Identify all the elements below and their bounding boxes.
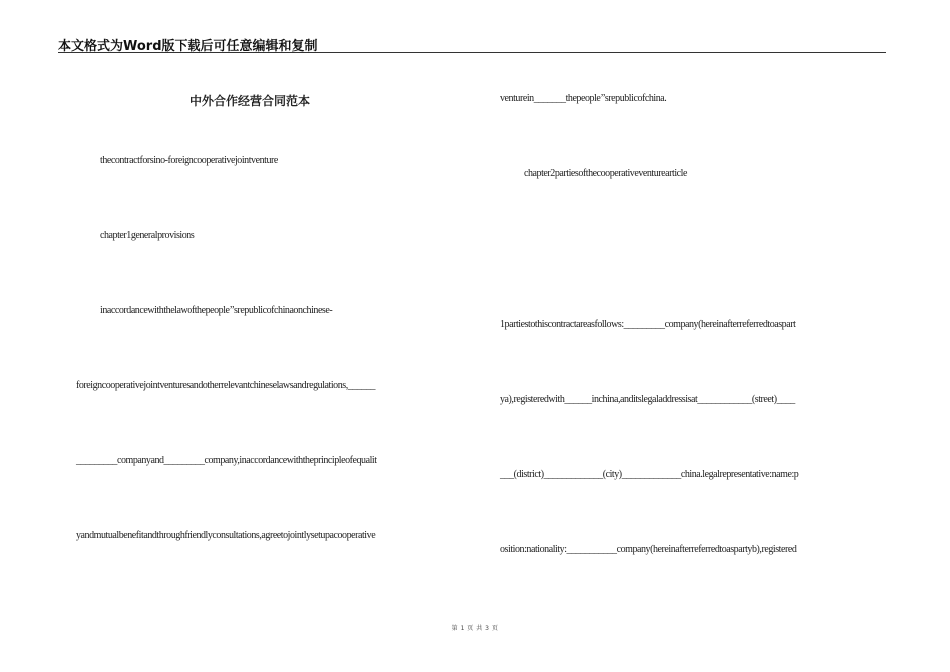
right-line-1: venturein_______thepeople’’srepublicofchina. (500, 93, 667, 104)
header-divider (58, 52, 886, 53)
document-title: 中外合作经营合同范本 (190, 94, 311, 108)
header-text: 本文格式为Word版下载后可任意编辑和复制 (58, 39, 318, 54)
page-number: 第 1 页 共 3 页 (451, 625, 499, 632)
right-line-6: osition:nationality:___________company(hereinafterreferredtoaspartyb),registered (500, 544, 797, 555)
right-line-5: ___(district)_____________(city)_____________china.legalrepresentative:name:p (500, 469, 799, 480)
left-line-2: chapter1generalprovisions (100, 230, 195, 241)
left-line-6: yandmutualbenefitandthroughfriendlyconsultations,agreetojointlysetupacooperative (76, 530, 376, 541)
left-line-3: inaccordancewiththelawofthepeople’’srepublicofchinaonchinese- (100, 305, 333, 316)
left-line-4: foreigncooperativejointventuresandotherrelevantchineselawsandregulations,______ (76, 380, 376, 391)
right-line-4: ya),registeredwith______inchina,anditslegaladdressisat____________(street)____ (500, 394, 795, 405)
left-line-5: _________companyand_________company,inaccordancewiththeprincipleofequalit (76, 455, 377, 466)
right-line-3: 1partiestothiscontractareasfollows:_________company(hereinafterreferredtoaspart (500, 319, 796, 330)
page-header (58, 32, 886, 54)
left-line-1: thecontractforsino-foreigncooperativejointventure (100, 155, 278, 166)
right-line-2: chapter2partiesofthecooperativeventurearticle (524, 168, 687, 179)
